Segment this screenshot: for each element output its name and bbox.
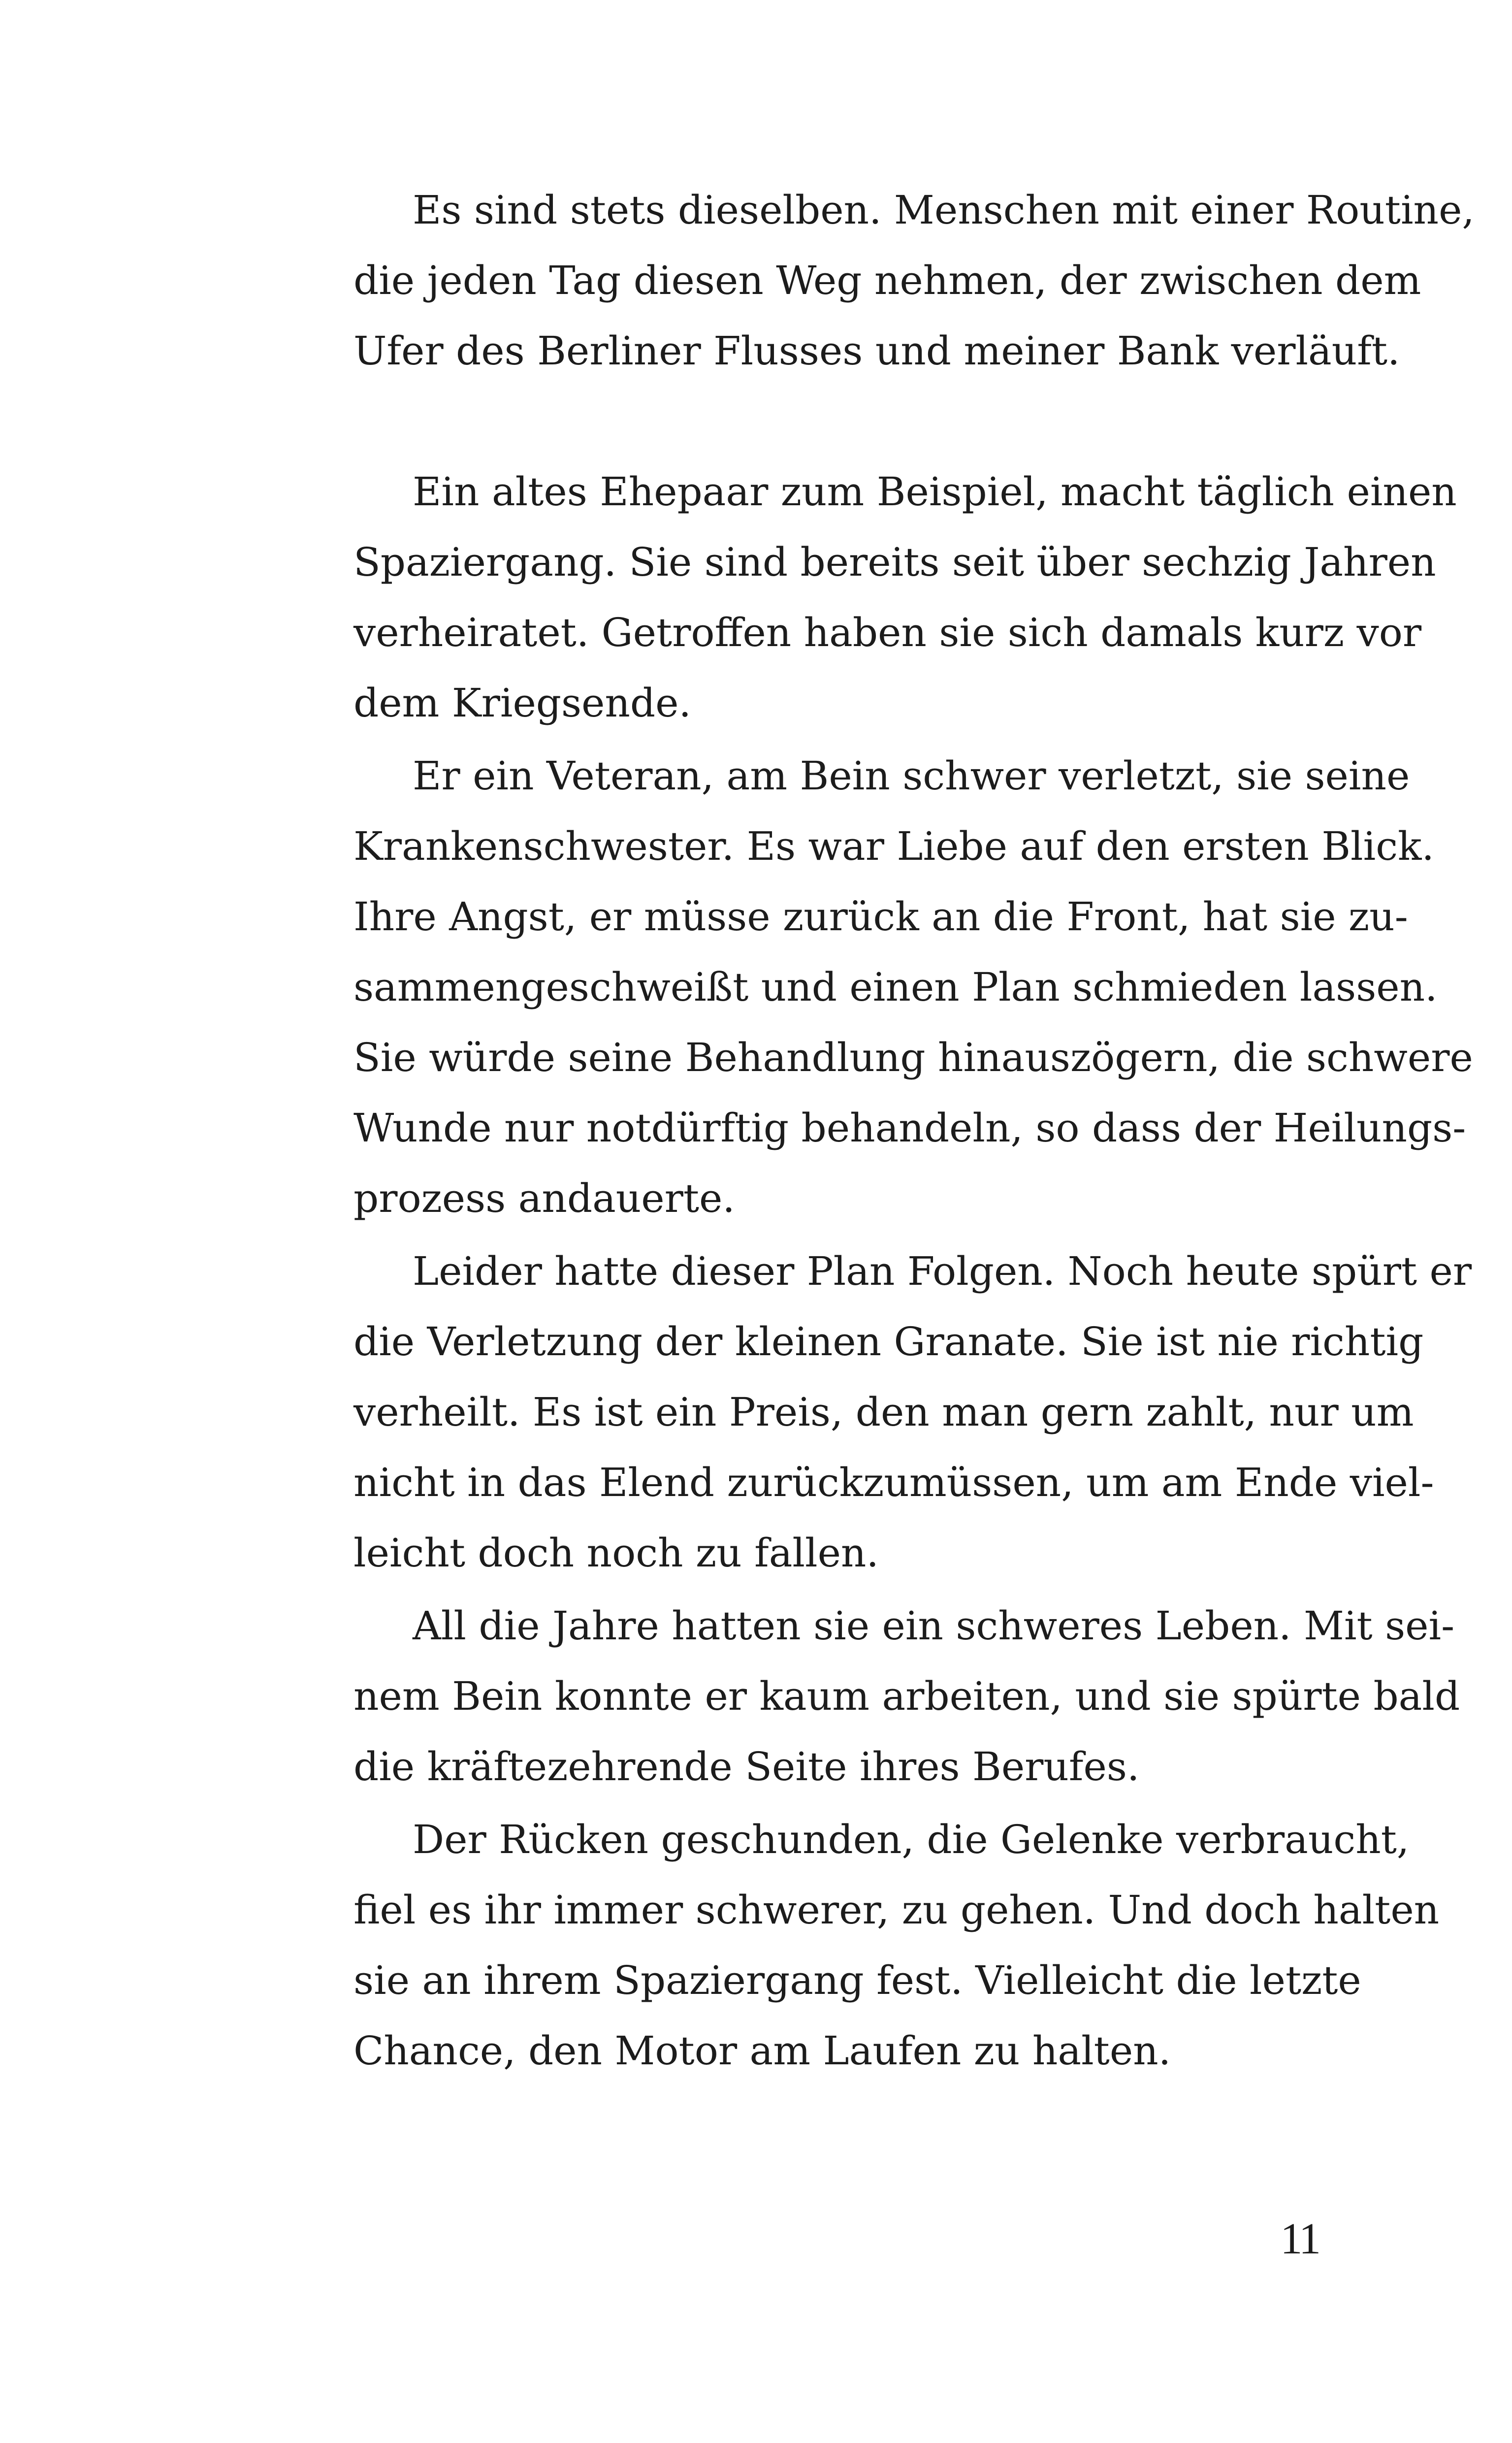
text-line: sie an ihrem Spaziergang fest. Vielleicht die letzte [354,1957,1361,2003]
text-line: Chance, den Motor am Laufen zu halten. [354,2028,1171,2074]
text-line: Ein altes Ehepaar zum Beispiel, macht täglich einen [413,469,1457,515]
text-line: Ufer des Berliner Flusses und meiner Bank verläuft. [354,328,1400,374]
text-line: Wunde nur notdürftig behandeln, so dass der Heilungs- [354,1105,1466,1151]
text-line: Der Rücken geschunden, die Gelenke verbraucht, [413,1817,1410,1862]
text-line: nem Bein konnte er kaum arbeiten, und sie spürte bald [354,1673,1460,1719]
text-line: Spaziergang. Sie sind bereits seit über sechzig Jahren [354,539,1436,585]
text-line: die Verletzung der kleinen Granate. Sie ist nie richtig [354,1319,1424,1365]
paragraph-4 [294,1236,1472,1588]
text-line: nicht in das Elend zurückzumüssen, um am Ende viel- [354,1460,1434,1505]
text-line: verheiratet. Getroffen haben sie sich damals kurz vor [354,610,1422,655]
page-number: 11 [1280,2215,1319,2263]
text-line: fiel es ihr immer schwerer, zu gehen. Und doch halten [354,1887,1440,1933]
text-line: leicht doch noch zu fallen. [354,1530,879,1576]
text-line: Leider hatte dieser Plan Folgen. Noch heute spürt er [413,1248,1472,1294]
paragraph-6 [294,1804,1440,2086]
text-line: prozess andauerte. [354,1175,735,1221]
text-line: die jeden Tag diesen Weg nehmen, der zwischen dem [354,258,1421,303]
paragraph-3 [294,741,1473,1234]
text-line: Krankenschwester. Es war Liebe auf den ersten Blick. [354,823,1434,869]
text-line: die kräftezehrende Seite ihres Berufes. [354,1744,1140,1790]
paragraph-5 [294,1591,1460,1802]
text-line: verheilt. Es ist ein Preis, den man gern zahlt, nur um [354,1389,1414,1435]
text-line: All die Jahre hatten sie ein schweres Leben. Mit sei- [413,1603,1455,1649]
text-line: Es sind stets dieselben. Menschen mit einer Routine, [413,187,1475,233]
text-line: sammengeschweißt und einen Plan schmieden lassen. [354,964,1438,1010]
text-line: Er ein Veteran, am Bein schwer verletzt, sie seine [413,753,1410,799]
text-line: dem Kriegsende. [354,680,691,726]
text-line: Ihre Angst, er müsse zurück an die Front, hat sie zu- [354,894,1408,940]
text-line: Sie würde seine Behandlung hinauszögern, die schwere [354,1035,1473,1080]
paragraph-2 [294,456,1457,738]
body-text [294,175,1475,2086]
paragraph-1 [294,175,1475,386]
